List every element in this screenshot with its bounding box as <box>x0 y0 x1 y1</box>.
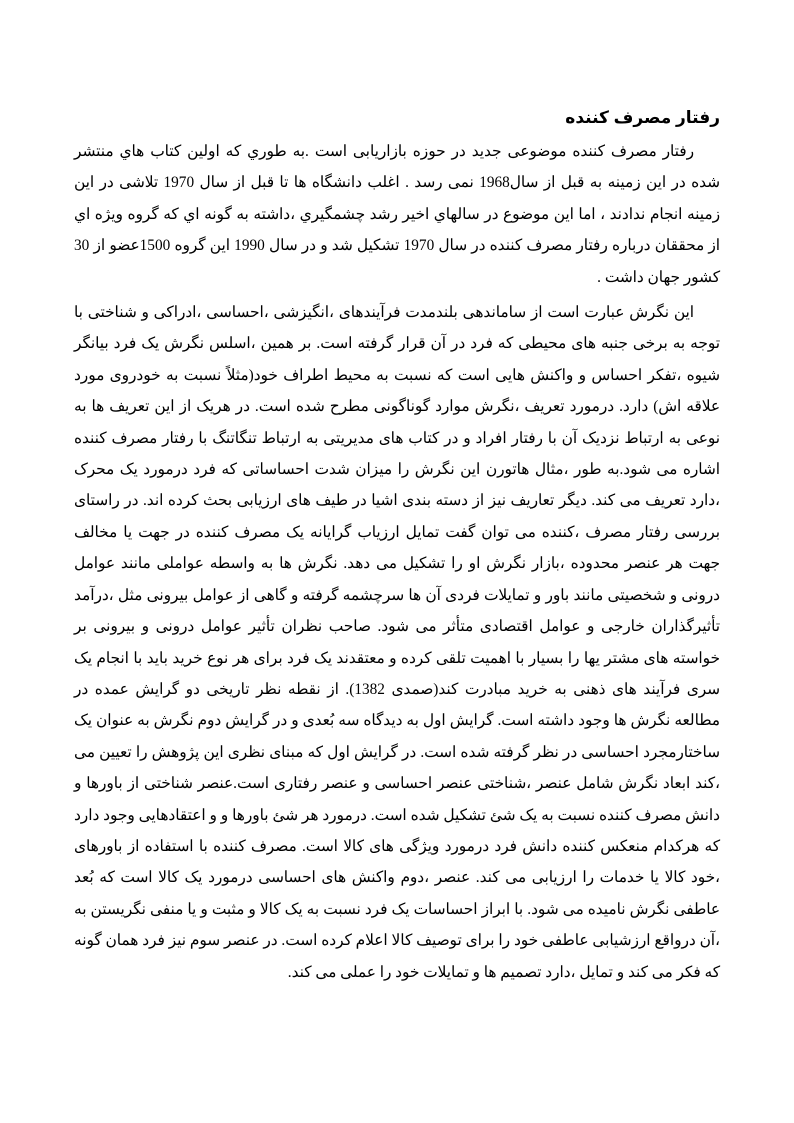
paragraph-attitude-text: اين نگرش عبارت است از ساماندهی بلندمدت فرآيندهای ،انگيزشی ،احساسی ،ادراکی و شناختی با توجه به برخی جنبه های محيطی که فرد در آن قرار گرفته است. بر همين ،اسلس نگرش يک فرد بيانگر شيوه ،تفکر احساس و واکنش هايی است که نسبت به محيط اطراف خود(مثلاً نسبت به خودروی مورد علاقه اش) دارد. درمورد تعريف ،نگرش موارد گوناگونی مطرح شده است. در هريک از اين تعريف ها به نوعی به ارتباط نزديک آن با رفتار افراد و در کتاب های مديريتی به ارتباط تنگاتنگ با رفتار مصرف کننده اشاره می شود.به طور ،مثال هاتورن اين نگرش را ميزان شدت احساساتی که فرد درمورد يک محرک ،دارد تعريف می کند. ديگر تعاريف نيز از دسته بندی اشيا در طيف های ارزيابی بحث کرده اند. در راستای بررسی رفتار مصرف ،کننده می توان گفت تمايل ارزياب گرايانه يک مصرف کننده در جهت يا مخالف جهت هر عنصر محدوده ،بازار نگرش او را تشکيل می دهد. نگرش ها به واسطه عواملی مانند عوامل درونی و شخصيتی مانند باور و تمايلات فردی آن ها سرچشمه گرفته و گاهی از عوامل بيرونی مثل ،درآمد تأثيرگذاران خارجی و عوامل اقتصادی متأثر می شود. صاحب نظران تأثير عوامل درونی و بيرونی بر خواسته های مشتر يها را بسيار با اهميت تلقی کرده و معتقدند يک فرد برای هر نوع خريد بايد با انجام يک سری فرآيند های ذهنی به خريد مبادرت کند(صمدی 1382). از نقطه نظر تاريخی دو گرايش عمده در مطالعه نگرش ها وجود داشته است. گرايش اول به ديدگاه سه بُعدی و در گرايش دوم نگرش به عنوان يک ساختارمجرد احساسی در نظر گرفته شده است. در گرايش اول که مبنای نظری اين پژوهش را تعيين می ،کند ابعاد نگرش شامل عنصر ،شناختی عنصر احساسی و عنصر رفتاری است.عنصر شناختی از باورها و دانش مصرف کننده نسبت به يک شئ تشکيل شده است. درمورد هر شئ باورها و و اعتقادهايی وجود دارد که هرکدام منعکس کننده دانش فرد درمورد ويژگی های کالا است. مصرف کننده با استفاده از باورهای ،خود کالا يا خدمات را ارزيابی می کند. عنصر ،دوم واکنش های احساسی درمورد يک کالا است که بُعد عاطفی نگرش ناميده می شود. با ابراز احساسات يک فرد نسبت به يک کالا و مثبت و يا منفی نگريستن به ،آن درواقع ارزشيابی عاطفی خود را برای توصيف کالا اعلام کرده است. در عنصر سوم نيز فرد همان گونه که فکر می کند و تمايل ،دارد تصميم ها و تمايلات خود را عملی می کند. <box>74 304 720 981</box>
paragraph-attitude <box>74 297 720 988</box>
document-heading: رفتار مصرف کننده <box>565 108 720 127</box>
paragraph-intro <box>74 136 720 293</box>
paragraph-intro-text: رفتار مصرف کننده موضوعی جدید در حوزه بازاریابی است .به طوري كه اولين كتاب هاي منتشر شده در اين زمينه به قبل از سال1968 نمی رسد . اغلب دانشگاه ها تا قبل از سال 1970 تلاشی در اين زمينه انجام ندادند ، اما اين موضوع در سالهاي اخير رشد چشمگيري ،داشته به گونه اي كه گروه ويژه اي از محققان درباره رفتار مصرف کننده در سال 1970 تشکیل شد و در سال 1990 اين گروه 1500عضو از 30 کشور جهان داشت . <box>74 143 720 286</box>
document-body <box>74 136 720 988</box>
